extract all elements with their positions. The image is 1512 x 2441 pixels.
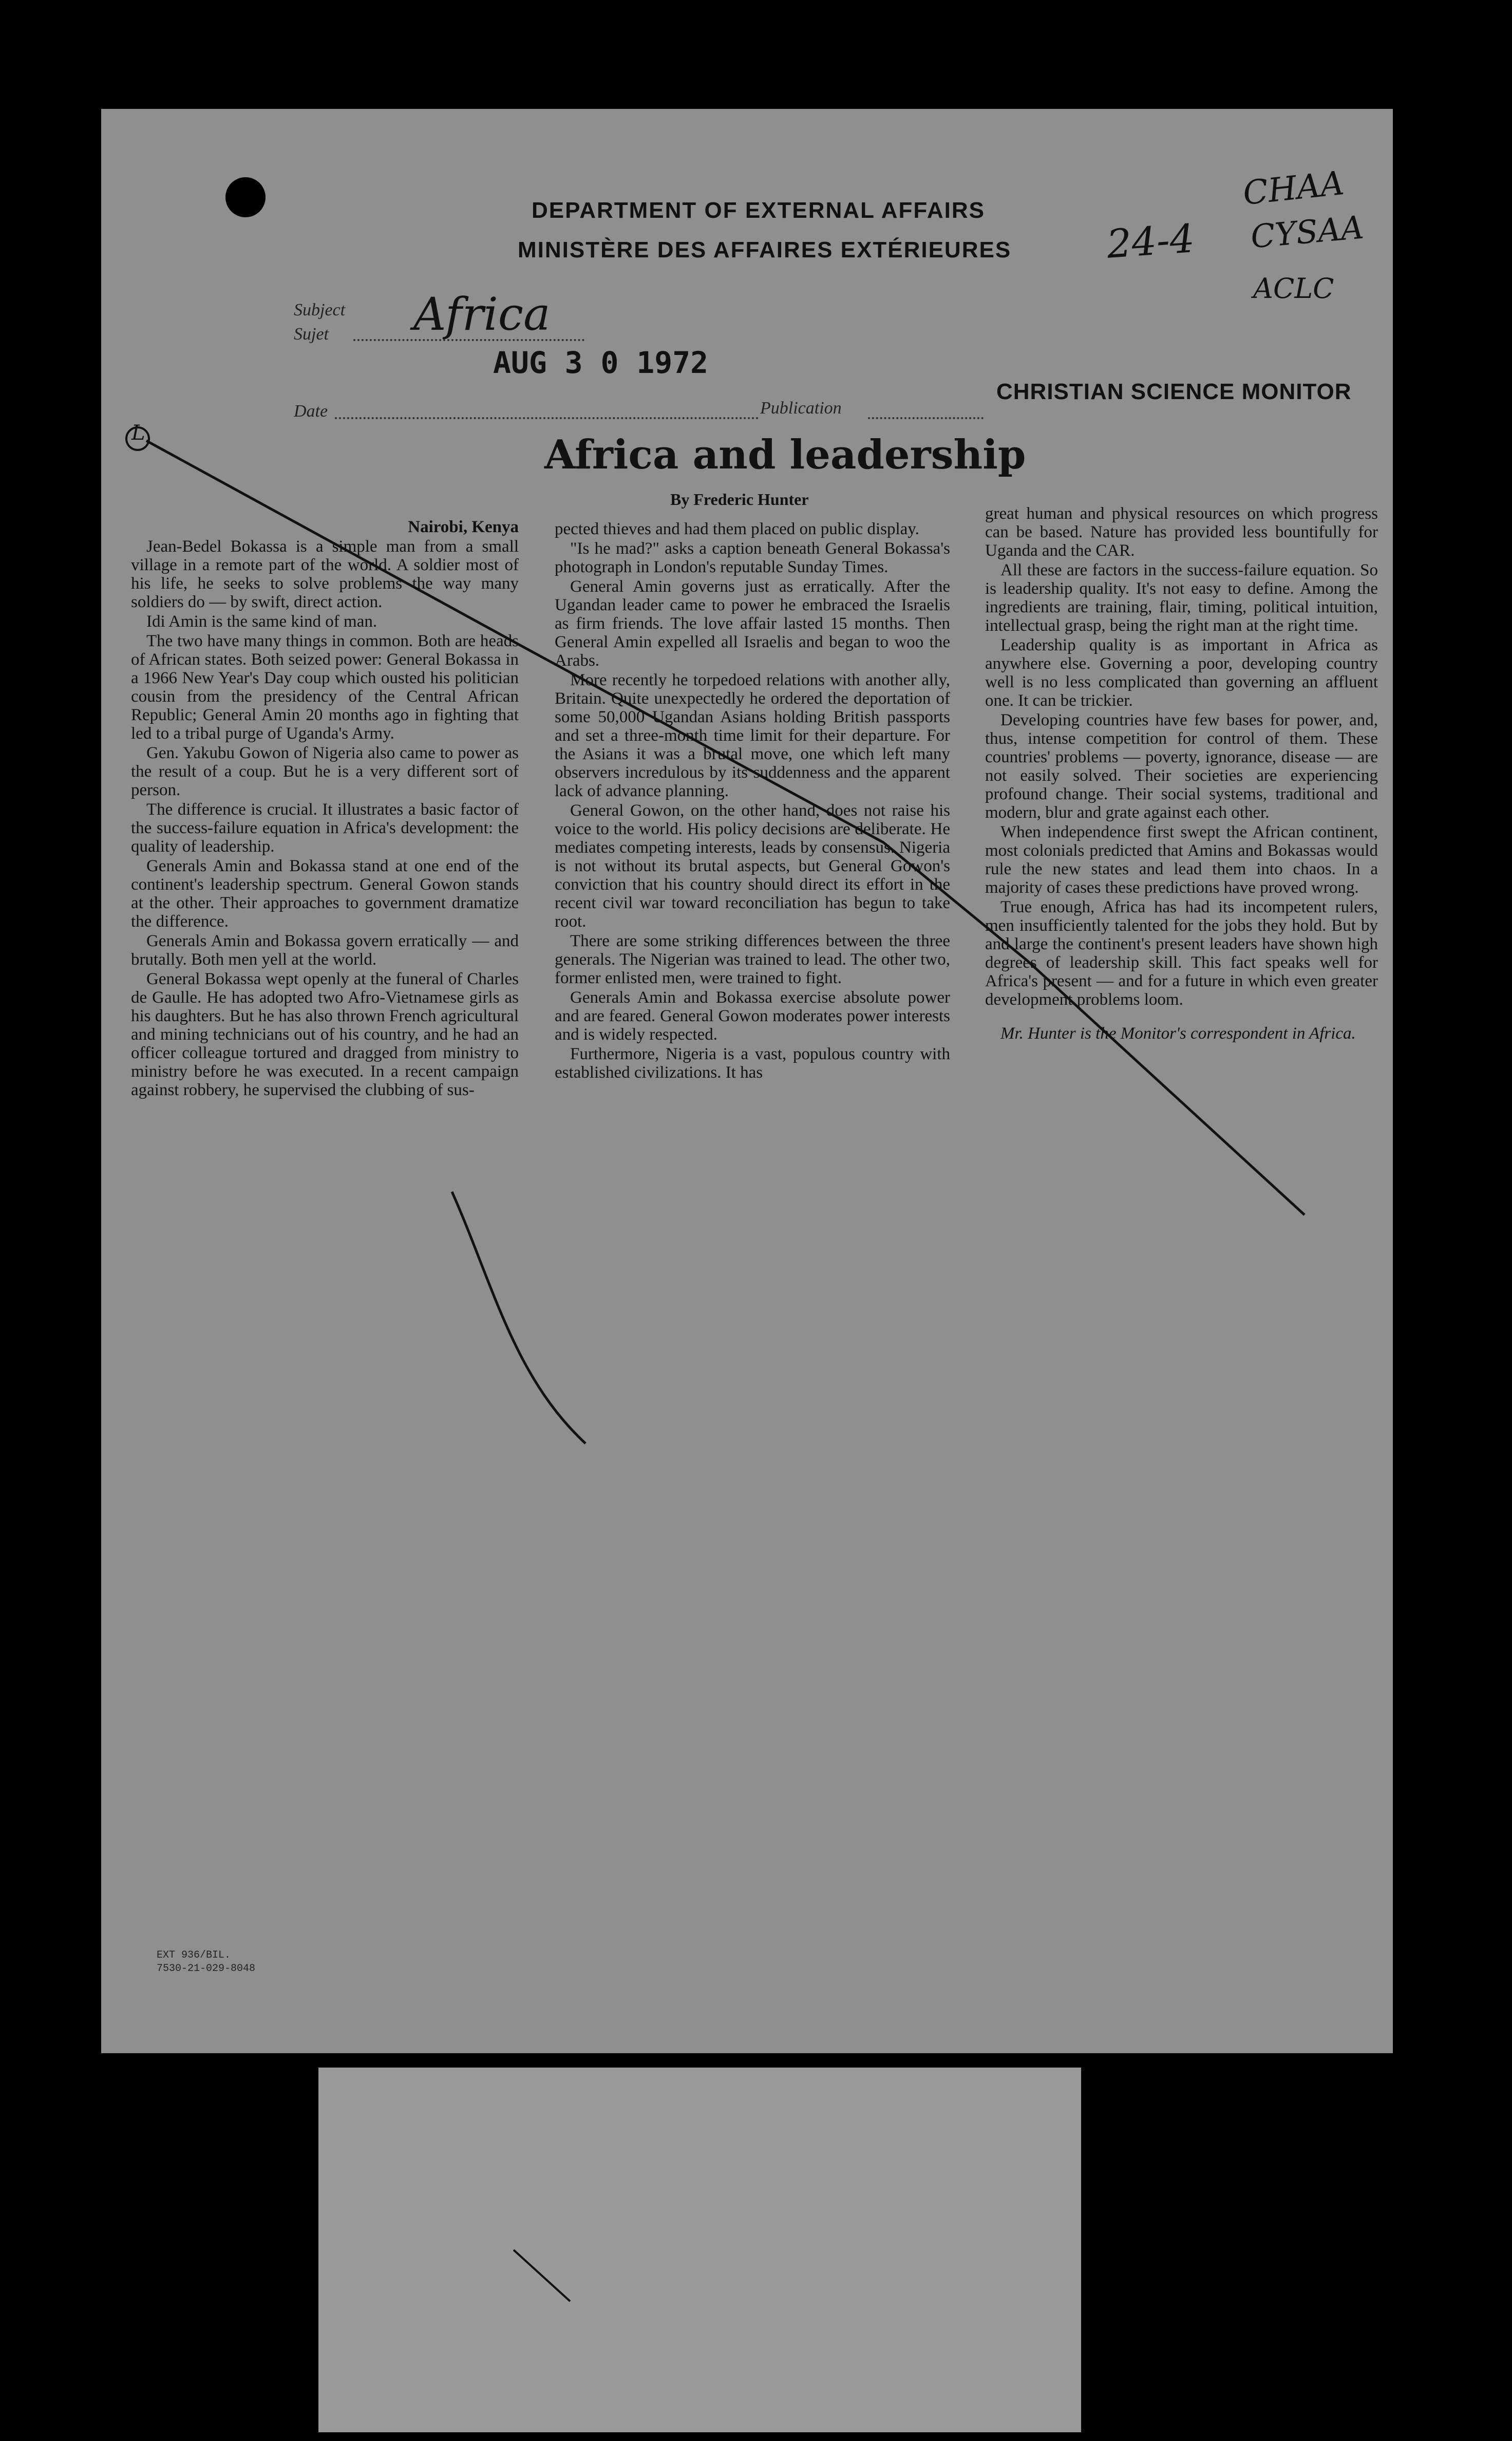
paragraph: The difference is crucial. It illustrates a basic factor of the success-failure equation in Africa's development: the quality of leadership. bbox=[131, 800, 519, 856]
date-label: Date bbox=[294, 402, 328, 421]
paragraph: More recently he torpedoed relations with another ally, Britain. Quite unexpectedly he ordered the deportation of some 50,000 Ugandan Asians holding British passports and set a three-month time limit for their departure. For the Asians it was a brutal move, one which left many observers incredulous by its suddenness and the apparent lack of advance planning. bbox=[555, 671, 950, 800]
paragraph: pected thieves and had them placed on public display. bbox=[555, 520, 919, 538]
department-name-en: DEPARTMENT OF EXTERNAL AFFAIRS bbox=[532, 198, 985, 223]
paragraph: True enough, Africa has had its incompetent rulers, men insufficiently talented for the jobs they hold. But by and large the continent's present leaders have shown high degrees of leadership skill. This fact speaks well for Africa's present — and for a future in which even greater development problems loom. bbox=[985, 898, 1378, 1009]
paragraph: When independence first swept the African continent, most colonials predicted that Amins and Bokassas would rule the new states and lead them into chaos. In a majority of cases these predictions have proved wrong. bbox=[985, 823, 1378, 897]
circle-mark: L bbox=[131, 421, 145, 445]
circle-annotation bbox=[126, 427, 149, 450]
paragraph: General Gowon, on the other hand, does not raise his voice to the world. His policy decisions are deliberate. He mediates competing interests, leads by consensus. Nigeria is not without its brutal aspects, but General Gowon's conviction that his country should direct its effort in the recent civil war toward reconciliation has begun to take root. bbox=[555, 801, 950, 931]
dateline: Nairobi, Kenya bbox=[408, 518, 519, 536]
paragraph: There are some striking differences between the three generals. The Nigerian was trained to lead. The other two, former enlisted men, were trained to fight. bbox=[555, 932, 950, 987]
paragraph: Jean-Bedel Bokassa is a simple man from a small village in a remote part of the world. A soldier most of his life, he seeks to solve problems the way many soldiers do — by swift, direct action. bbox=[131, 537, 519, 611]
routing-mark-1: CHAA bbox=[1241, 164, 1346, 213]
slip-pen-mark bbox=[514, 2250, 570, 2301]
paragraph: "Is he mad?" asks a caption beneath General Bokassa's photograph in London's reputable Sunday Times. bbox=[555, 539, 950, 576]
paragraph: Idi Amin is the same kind of man. bbox=[146, 612, 377, 631]
paragraph: General Bokassa wept openly at the funeral of Charles de Gaulle. He has adopted two Afro-Vietnamese girls as his daughters. But he has also thrown French agricultural and mining technicians out of his country, and he had an officer colleague tortured and dragged from ministry to ministry before he was executed. In a recent campaign against robbery, he supervised the clubbing of sus- bbox=[131, 970, 519, 1099]
paragraph: Leadership quality is as important in Africa as anywhere else. Governing a poor, developing country well is no less complicated than governing an affluent one. It can be trickier. bbox=[985, 636, 1378, 710]
paragraph: Generals Amin and Bokassa stand at one end of the continent's leadership spectrum. General Gowon stands at the other. Their approaches to government dramatize the difference. bbox=[131, 857, 519, 931]
article-byline: By Frederic Hunter bbox=[670, 490, 809, 509]
sujet-label: Sujet bbox=[294, 325, 329, 344]
paragraph: Generals Amin and Bokassa govern erratically — and brutally. Both men yell at the world. bbox=[131, 932, 519, 969]
paragraph: Generals Amin and Bokassa exercise absolute power and are feared. General Gowon moderates power interests and is widely respected. bbox=[555, 988, 950, 1044]
routing-mark-2: CYSAA bbox=[1249, 208, 1366, 256]
routing-mark-3: ACLC bbox=[1253, 272, 1334, 305]
publication-name: CHRISTIAN SCIENCE MONITOR bbox=[996, 379, 1352, 404]
article-title: Africa and leadership bbox=[544, 431, 1026, 478]
subject-handwritten: Africa bbox=[413, 288, 551, 341]
stock-number: 7530-21-029-8048 bbox=[157, 1963, 256, 1975]
date-stamp: AUG 3 0 1972 bbox=[493, 345, 709, 380]
subject-label: Subject bbox=[294, 301, 346, 320]
paragraph: Furthermore, Nigeria is a vast, populous country with established civilizations. It has bbox=[555, 1045, 950, 1082]
diagonal-pen-line bbox=[146, 441, 1305, 1215]
paragraph: All these are factors in the success-failure equation. So is leadership quality. It's not easy to define. Among the ingredients are training, flair, timing, political intuition, intellectual grasp, being the right man at the right time. bbox=[985, 561, 1378, 635]
author-note: Mr. Hunter is the Monitor's correspondent in Africa. bbox=[1000, 1024, 1356, 1043]
file-number-handwritten: 24-4 bbox=[1105, 215, 1196, 267]
department-name-fr: MINISTÈRE DES AFFAIRES EXTÉRIEURES bbox=[518, 237, 1012, 262]
paragraph: General Amin governs just as erratically. After the Ugandan leader came to power he embraced the Israelis as firm friends. The love affair lasted 15 months. Then General Amin expelled all Israelis and began to woo the Arabs. bbox=[555, 577, 950, 670]
form-code: EXT 936/BIL. bbox=[157, 1949, 231, 1961]
curved-pen-line bbox=[452, 1192, 585, 1443]
paragraph: The two have many things in common. Both are heads of African states. Both seized power: General Bokassa in a 1966 New Year's Day coup which ousted his politician cousin from the presidency of the Central African Republic; General Amin 20 months ago in fighting that led to a tribal purge of Uganda's Army. bbox=[131, 632, 519, 743]
paragraph: great human and physical resources on which progress can be based. Nature has provided less bountifully for Uganda and the CAR. bbox=[985, 504, 1378, 560]
publication-label: Publication bbox=[760, 399, 842, 418]
paragraph: Gen. Yakubu Gowon of Nigeria also came to power as the result of a coup. But he is a very different sort of person. bbox=[131, 744, 519, 799]
paragraph: Developing countries have few bases for power, and, thus, intense competition for control of them. These countries' problems — poverty, ignorance, disease — are not easily solved. Their societies are experiencing profound change. Their social systems, traditional and modern, blur and grate against each other. bbox=[985, 711, 1378, 822]
